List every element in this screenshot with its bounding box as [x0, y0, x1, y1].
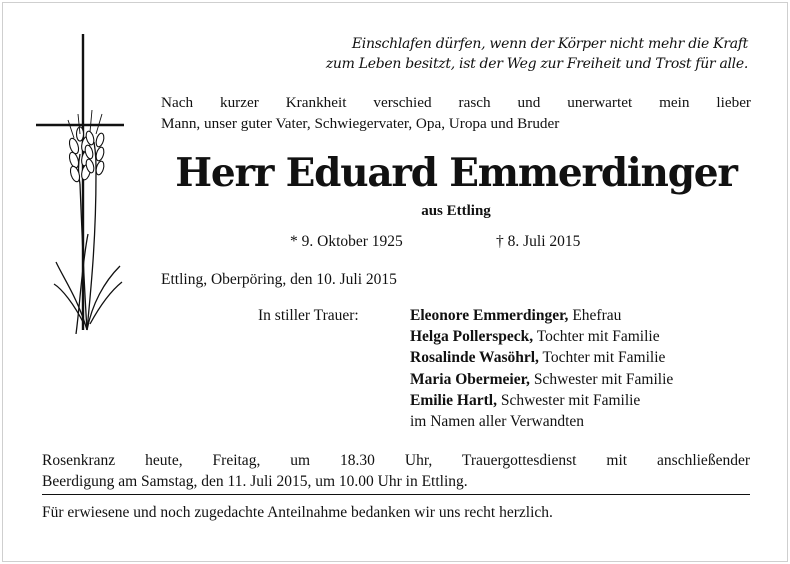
mourner-name: Eleonore Emmerdinger, — [410, 307, 569, 324]
mourners-list — [410, 305, 755, 432]
place-and-date: Ettling, Oberpöring, den 10. Juli 2015 — [161, 271, 397, 288]
death-date: † 8. Juli 2015 — [496, 233, 581, 250]
divider — [42, 494, 750, 495]
mourner-entry — [410, 390, 755, 411]
mourner-name: Rosalinde Wasöhrl, — [410, 349, 539, 367]
birth-date: * 9. Oktober 1925 — [290, 233, 403, 250]
mourner-name: Helga Pollerspeck, — [410, 328, 534, 346]
cross-with-wheat-ears-icon — [34, 34, 144, 334]
mourner-name: Maria Obermeier, — [410, 370, 530, 388]
mourner-entry — [410, 369, 755, 390]
mourner-relation: Tochter mit Familie — [538, 349, 666, 367]
intro-line-1: Nach kurzer Krankheit verschied rasch und unerwartet mein lieber — [161, 94, 751, 111]
deceased-name: Herr Eduard Emmerdinger — [175, 150, 737, 196]
motto-line-2: zum Leben besitzt, ist der Weg zur Freiheit und Trost für alle. — [325, 56, 748, 72]
motto-quote — [230, 34, 748, 74]
mourner-relation: Schwester mit Familie — [529, 370, 674, 388]
service-info — [42, 450, 750, 492]
thanks-text: Für erwiesene und noch zugedachte Anteilnahme bedanken wir uns recht herzlich. — [42, 504, 553, 521]
mourner-entry — [410, 347, 755, 368]
mourners-closing: im Namen aller Verwandten — [410, 413, 585, 431]
mourner-relation: Schwester mit Familie — [496, 391, 641, 409]
mourner-relation: Tochter mit Familie — [533, 328, 660, 346]
mourning-label: In stiller Trauer: — [258, 307, 359, 324]
service-line-1: Rosenkranz heute, Freitag, um 18.30 Uhr, Trauergottesdienst mit anschließender — [42, 452, 750, 469]
intro-text — [161, 92, 751, 134]
deceased-origin: aus Ettling — [421, 203, 491, 219]
intro-line-2: Mann, unser guter Vater, Schwiegervater, Opa, Uropa und Bruder — [161, 115, 560, 132]
mourner-relation: Ehefrau — [568, 307, 622, 324]
service-line-2: Beerdigung am Samstag, den 11. Juli 2015, um 10.00 Uhr in Ettling. — [42, 473, 468, 490]
mourner-entry — [410, 326, 755, 347]
motto-line-1: Einschlafen dürfen, wenn der Körper nicht mehr die Kraft — [351, 36, 748, 52]
mourner-name: Emilie Hartl, — [410, 391, 497, 409]
mourner-entry — [410, 305, 755, 326]
